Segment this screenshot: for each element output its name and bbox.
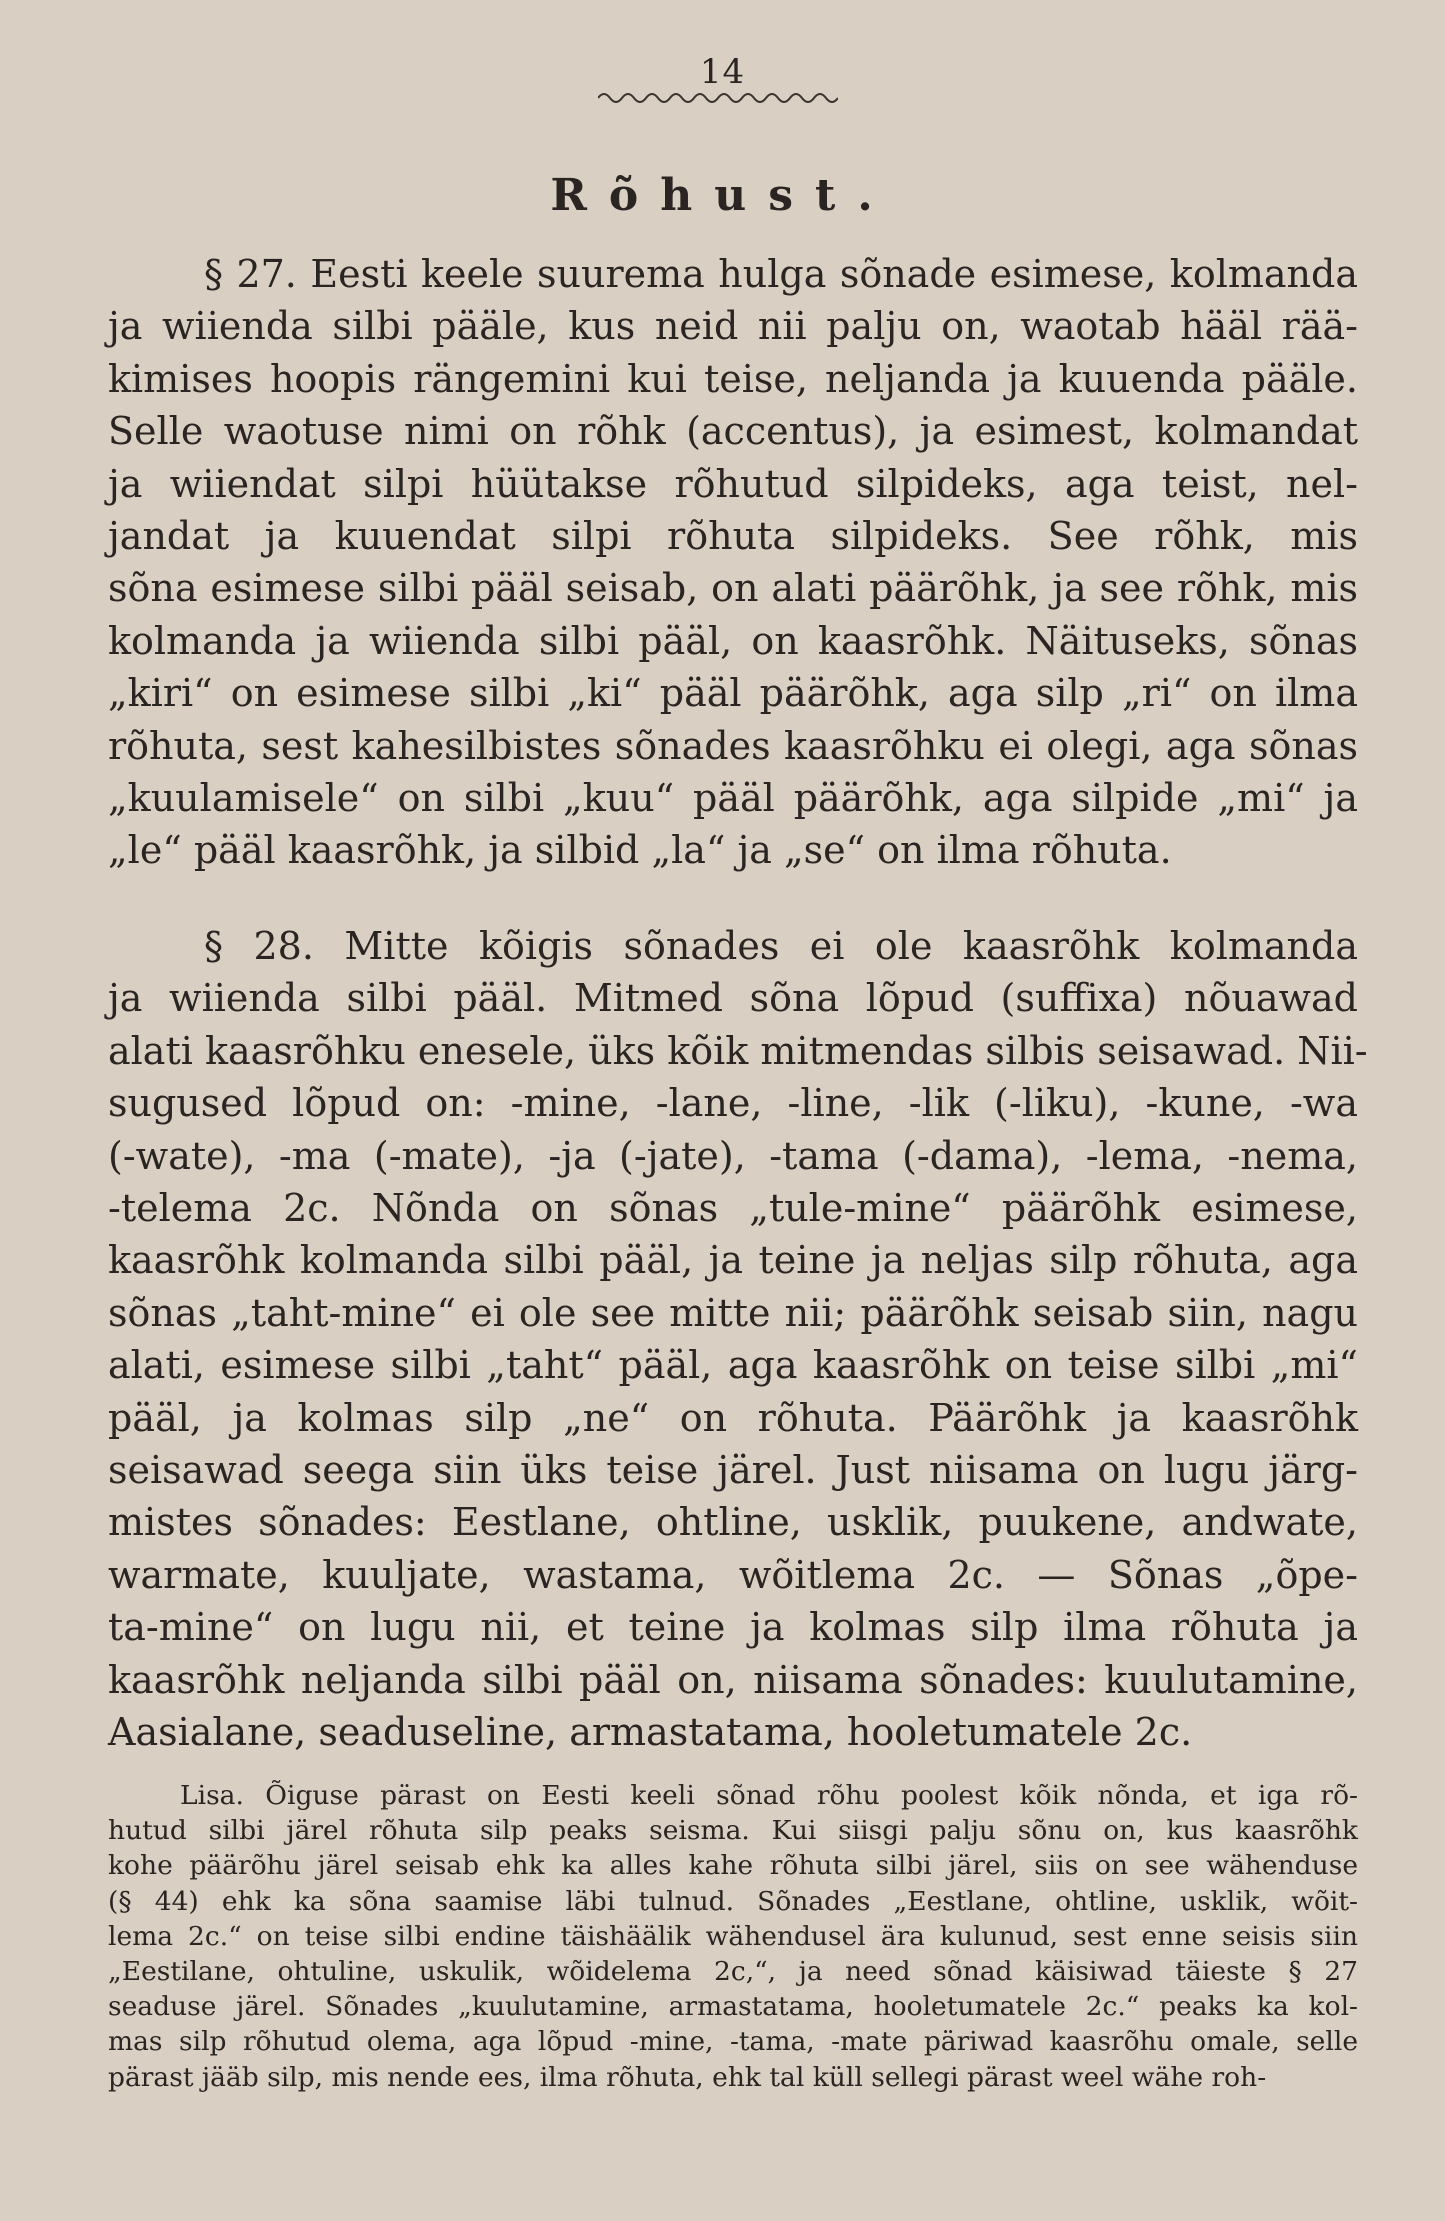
note-line: hutud silbi järel rõhuta silp peaks seisma. Kui siisgi palju sõnu on, kus kaasrõhk <box>108 1815 1358 1847</box>
text-line: kaasrõhk kolmanda silbi pääl, ja teine ja neljas silp rõhuta, aga <box>108 1238 1358 1283</box>
text-line: (-wate), -ma (-mate), -ja (-jate), -tama (-dama), -lema, -nema, <box>108 1133 1358 1178</box>
text-line: kimises hoopis rängemini kui teise, neljanda ja kuuenda pääle. <box>108 356 1358 401</box>
decorative-rule <box>598 90 838 106</box>
text-line: Aasialane, seaduseline, armastatama, hooletumatele 2c. <box>108 1710 1193 1755</box>
text-line: ja wiiendat silpi hüütakse rõhutud silpideks, aga teist, nel- <box>108 461 1358 506</box>
text-line: mistes sõnades: Eestlane, ohtline, usklik, puukene, andwate, <box>108 1500 1358 1545</box>
text-line: „kiri“ on esimese silbi „ki“ pääl päärõhk, aga silp „ri“ on ilma <box>108 671 1358 716</box>
text-line: rõhuta, sest kahesilbistes sõnades kaasrõhku ei olegi, aga sõnas <box>108 723 1358 768</box>
text-line: Selle waotuse nimi on rõhk (accentus), ja esimest, kolmandat <box>108 409 1358 454</box>
note-line: (§ 44) ehk ka sõna saamise läbi tulnud. Sõnades „Eestlane, ohtline, usklik, wõit- <box>108 1885 1358 1917</box>
note-line: kohe päärõhu järel seisab ehk ka alles kahe rõhuta silbi järel, siis on see wähenduse <box>108 1850 1358 1882</box>
text-line: jandat ja kuuendat silpi rõhuta silpideks. See rõhk, mis <box>108 514 1358 559</box>
text-line: ja wiienda silbi pääle, kus neid nii palju on, waotab hääl rää- <box>108 304 1358 349</box>
text-line: -telema 2c. Nõnda on sõnas „tule-mine“ päärõhk esimese, <box>108 1186 1358 1231</box>
note-line: mas silp rõhutud olema, aga lõpud -mine, -tama, -mate päriwad kaasrõhu omale, selle <box>108 2026 1358 2058</box>
text-line: kaasrõhk neljanda silbi pääl on, niisama sõnades: kuulutamine, <box>108 1657 1358 1702</box>
text-line: „le“ pääl kaasrõhk, ja silbid „la“ ja „se“ on ilma rõhuta. <box>108 828 1172 873</box>
text-line: sõnas „taht-mine“ ei ole see mitte nii; päärõhk seisab siin, nagu <box>108 1290 1358 1335</box>
paragraph-section-28 <box>108 920 1368 1759</box>
text-line: sugused lõpud on: -mine, -lane, -line, -lik (-liku), -kune, -wa <box>108 1081 1358 1126</box>
note-line: pärast jääb silp, mis nende ees, ilma rõhuta, ehk tal küll sellegi pärast weel wähe roh- <box>108 2061 1267 2093</box>
text-line: pääl, ja kolmas silp „ne“ on rõhuta. Päärõhk ja kaasrõhk <box>108 1395 1358 1440</box>
text-line: kolmanda ja wiienda silbi pääl, on kaasrõhk. Näituseks, sõnas <box>108 618 1358 663</box>
text-line: „kuulamisele“ on silbi „kuu“ pääl päärõhk, aga silpide „mi“ ja <box>108 776 1358 821</box>
note-line: „Eestilane, ohtuline, uskulik, wõidelema 2c,“, ja need sõnad käisiwad täieste § 27 <box>108 1956 1358 1988</box>
text-line: warmate, kuuljate, wastama, wõitlema 2c. — Sõnas „õpe- <box>108 1552 1358 1597</box>
text-line: seisawad seega siin üks teise järel. Just niisama on lugu järg- <box>108 1448 1358 1493</box>
page-number: 14 <box>699 52 746 92</box>
note-line: Lisa. Õiguse pärast on Eesti keeli sõnad rõhu poolest kõik nõnda, et iga rõ- <box>180 1780 1358 1811</box>
text-line: § 28. Mitte kõigis sõnades ei ole kaasrõhk kolmanda <box>204 924 1358 968</box>
note-line: seaduse järel. Sõnades „kuulutamine, armastatama, hooletumatele 2c.“ peaks ka kol- <box>108 1991 1358 2023</box>
footnote-lisa <box>108 1778 1358 2095</box>
note-line: lema 2c.“ on teise silbi endine täishäälik wähendusel ära kulunud, sest enne seisis siin <box>108 1920 1358 1952</box>
text-line: ja wiienda silbi pääl. Mitmed sõna lõpud (suffixa) nõuawad <box>108 976 1358 1021</box>
text-line: § 27. Eesti keele suurema hulga sõnade esimese, kolmanda <box>204 252 1358 296</box>
section-heading: Rõhust. <box>550 170 895 221</box>
text-line: alati kaasrõhku enesele, üks kõik mitmendas silbis seisawad. Nii- <box>108 1028 1368 1073</box>
paragraph-section-27 <box>108 248 1358 877</box>
text-line: alati, esimese silbi „taht“ pääl, aga kaasrõhk on teise silbi „mi“ <box>108 1343 1358 1388</box>
text-line: sõna esimese silbi pääl seisab, on alati päärõhk, ja see rõhk, mis <box>108 566 1358 611</box>
text-line: ta-mine“ on lugu nii, et teine ja kolmas silp ilma rõhuta ja <box>108 1605 1358 1650</box>
